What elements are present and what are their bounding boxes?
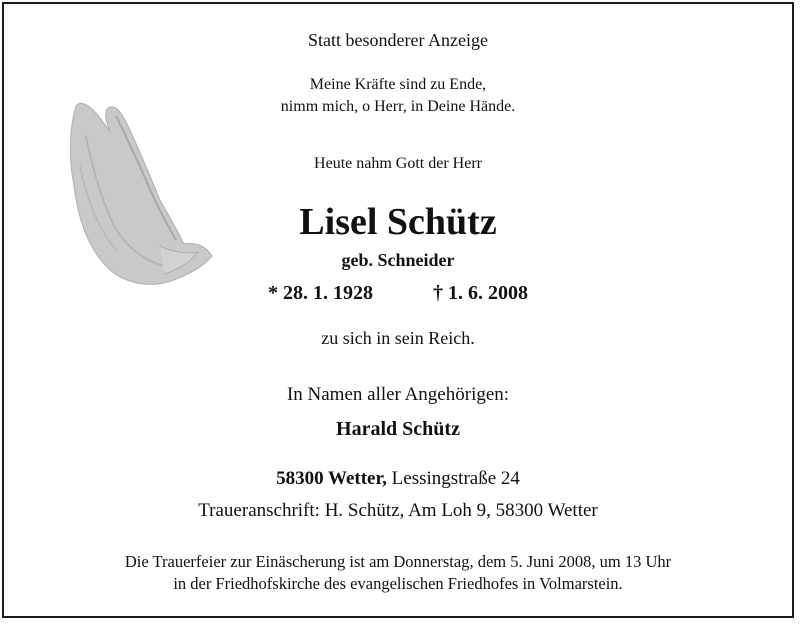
address-line: [4, 468, 792, 490]
obituary-notice: [2, 2, 794, 618]
closing-text: zu sich in sein Reich.: [321, 328, 475, 348]
maiden-name: geb. Schneider: [341, 250, 455, 270]
deceased-name: Lisel Schütz: [299, 201, 497, 243]
address-street: Lessingstraße 24: [386, 468, 520, 489]
ceremony-line-2: in der Friedhofskirche des evangelischen Friedhofes in Volmarstein.: [173, 574, 623, 593]
birth-date: * 28. 1. 1928: [268, 282, 373, 304]
ceremony-line-1: Die Trauerfeier zur Einäscherung ist am Donnerstag, dem 5. Juni 2008, um 13 Uhr: [124, 552, 672, 571]
verse-line-1: Meine Kräfte sind zu Ende,: [309, 76, 487, 93]
mourning-address: Traueranschrift: H. Schütz, Am Loh 9, 58300 Wetter: [198, 500, 598, 521]
intro-text: Heute nahm Gott der Herr: [314, 155, 482, 172]
verse-line-2: nimm mich, o Herr, in Deine Hände.: [280, 98, 516, 115]
family-intro: In Namen aller Angehörigen:: [286, 384, 510, 405]
life-dates: [4, 282, 792, 305]
notice-heading: Statt besonderer Anzeige: [308, 30, 488, 50]
address-city: 58300 Wetter,: [276, 468, 387, 489]
death-date: † 1. 6. 2008: [433, 282, 528, 304]
family-name: Harald Schütz: [336, 418, 460, 440]
